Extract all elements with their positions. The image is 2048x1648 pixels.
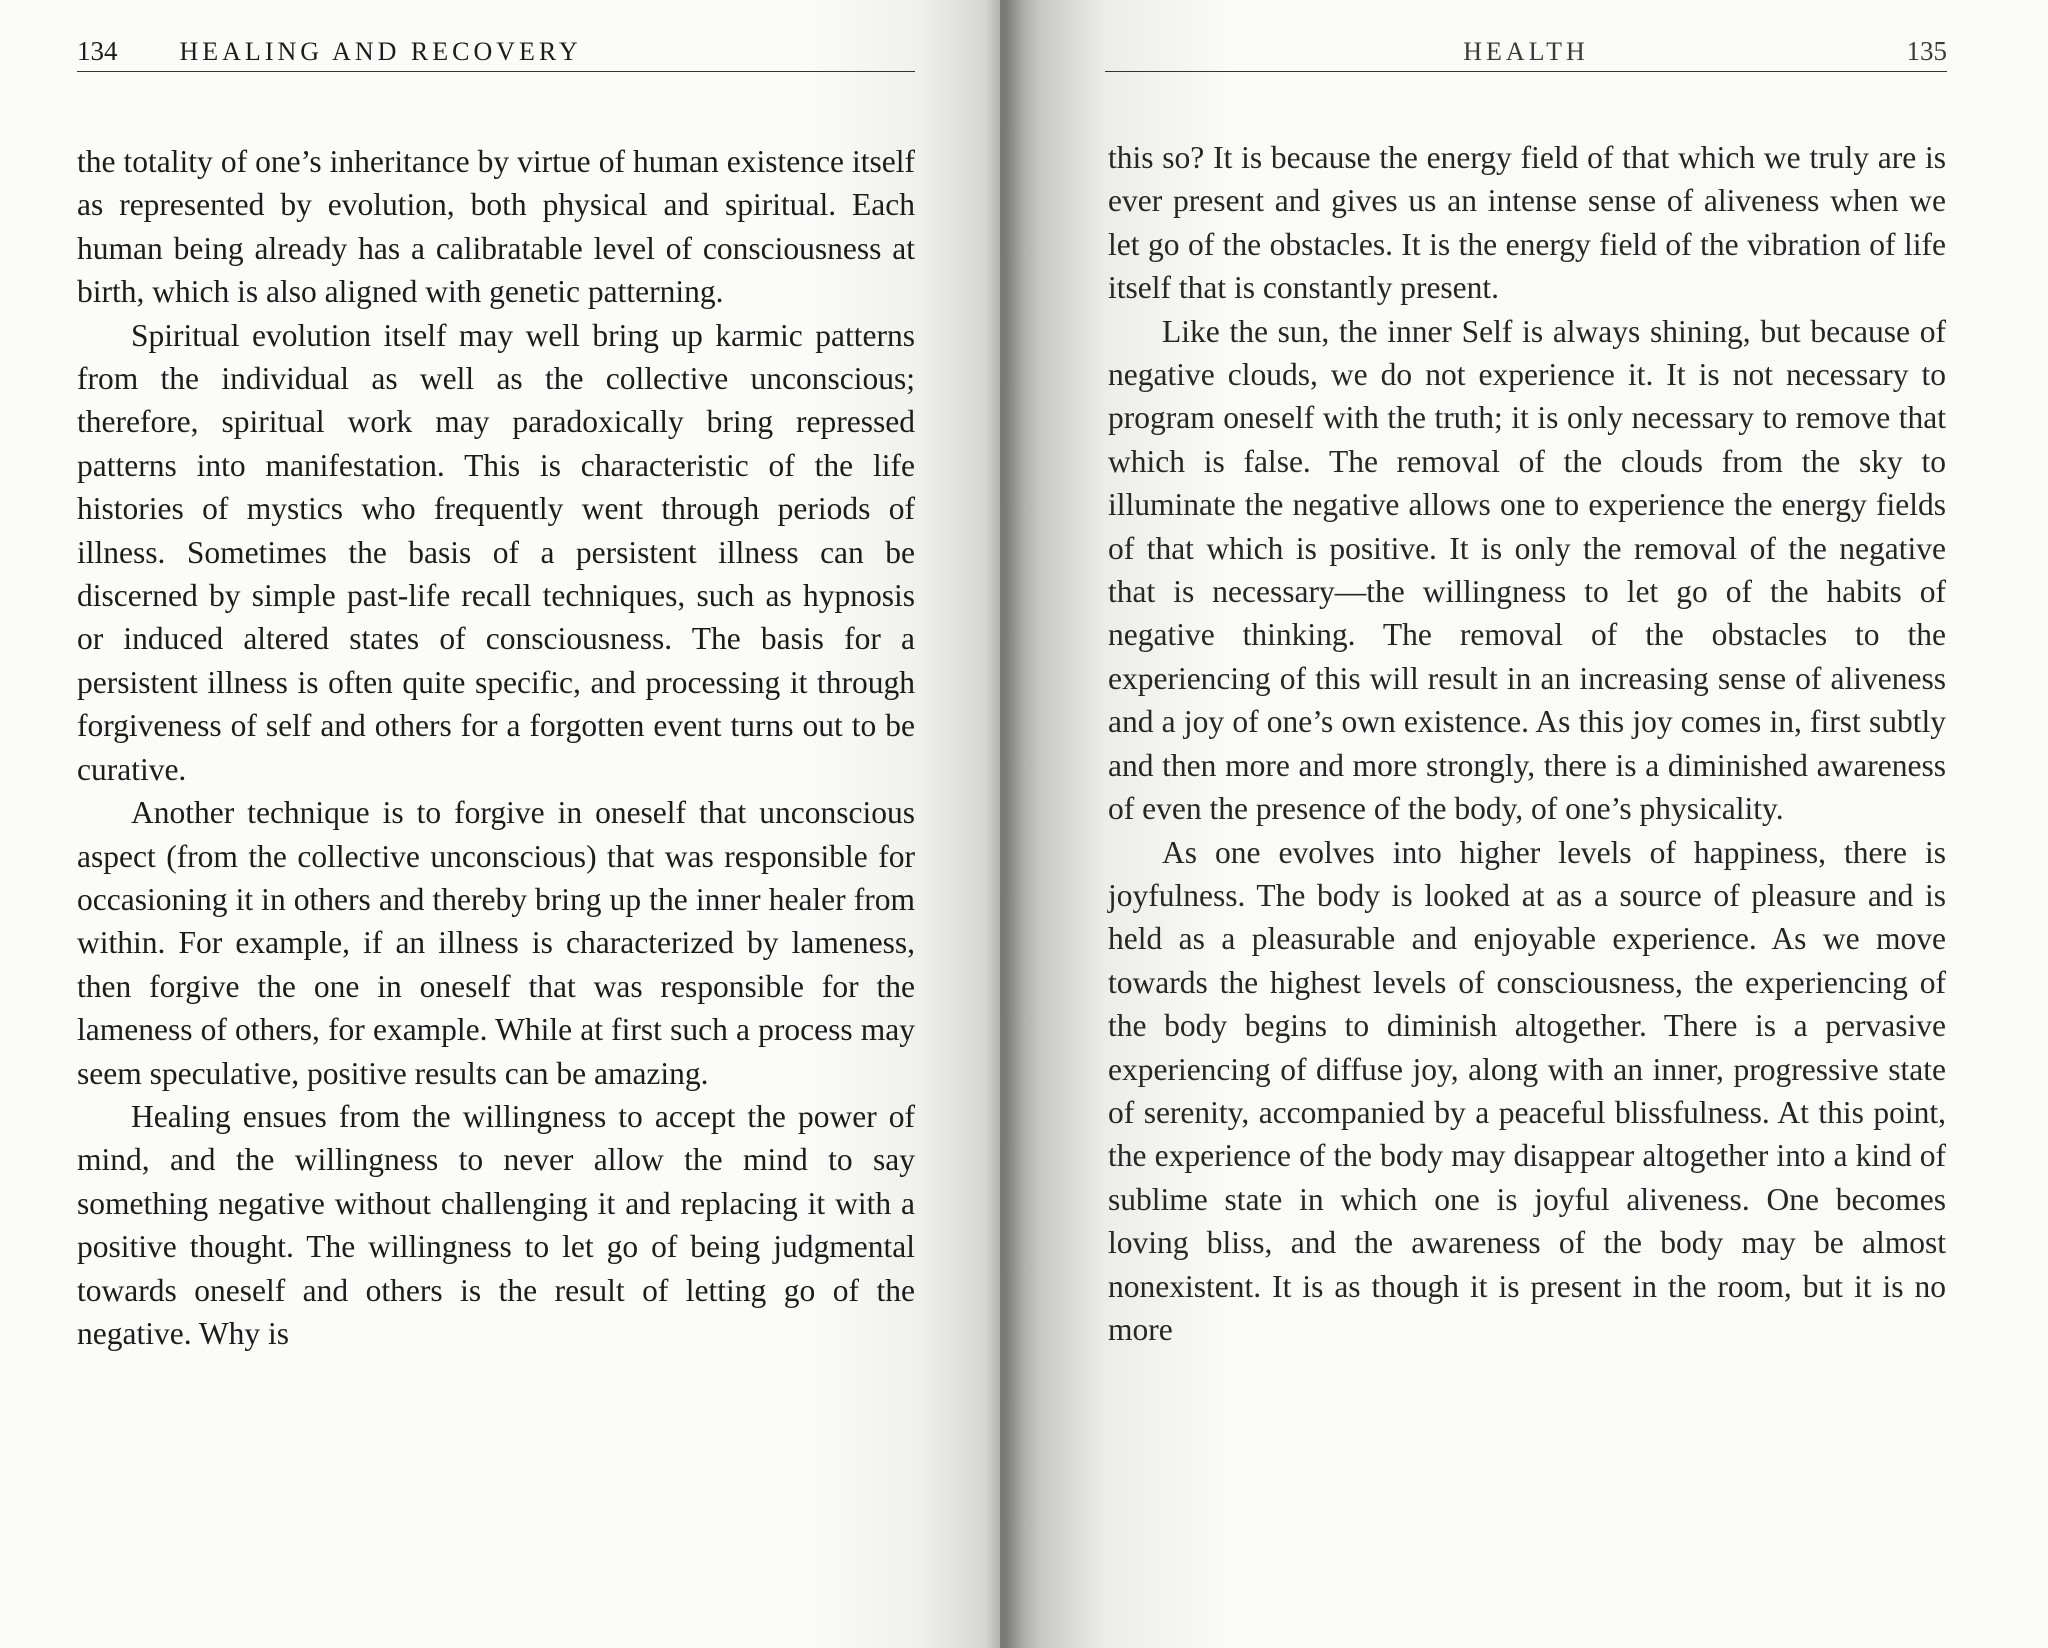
left-paragraph-3: Another technique is to forgive in oneself that unconscious aspect (from the collective unconscious) that was responsible for occasioning it in others and thereby bring up the inner healer from within. For example, if an illness is characterized by lameness, then forgive the one in oneself that was responsible for the lameness of others, for example. While at first such a process may seem speculative, positive results can be amazing. xyxy=(77,795,915,1091)
left-running-head-title: HEALING AND RECOVERY xyxy=(179,37,582,66)
right-paragraph-3: As one evolves into higher levels of happiness, there is joyfulness. The body is looked at as a source of pleasure and is held as a pleasurable and enjoyable experience. As we move towards the highest levels of consciousness, the experiencing of the body begins to diminish altogether. There is a pervasive experiencing of diffuse joy, along with an inner, progressive state of serenity, accompanied by a peaceful blissfulness. At this point, the experience of the body may disappear altogether into a kind of sublime state in which one is joyful aliveness. One becomes loving bliss, and the awareness of the body may be almost nonexistent. It is as though it is present in the room, but it is no more xyxy=(1108,834,1946,1347)
left-running-head xyxy=(77,36,915,72)
right-page xyxy=(1000,0,2048,1648)
right-page-number: 135 xyxy=(1906,36,1947,66)
left-page xyxy=(0,0,1000,1648)
left-paragraph-1: the totality of one’s inheritance by virtue of human existence itself as represented by evolution, both physical and spiritual. Each human being already has a calibratable level of consciousness at birth, which is also aligned with genetic patterning. xyxy=(77,144,915,310)
book-gutter-shadow xyxy=(985,0,1025,1648)
right-body-text xyxy=(1108,136,1946,1351)
right-paragraph-2: Like the sun, the inner Self is always shining, but because of negative clouds, we do not experience it. It is not necessary to program oneself with the truth; it is only necessary to remove that which is false. The removal of the clouds from the sky to illuminate the negative allows one to experience the energy fields of that which is positive. It is only the removal of the negative that is necessary—the willingness to let go of the habits of negative thinking. The removal of the obstacles to the experiencing of this will result in an increasing sense of aliveness and a joy of one’s own existence. As this joy comes in, first subtly and then more and more strongly, there is a diminished awareness of even the presence of the body, of one’s physicality. xyxy=(1108,313,1946,827)
left-paragraph-2: Spiritual evolution itself may well bring up karmic patterns from the individual as well as the collective unconscious; therefore, spiritual work may paradoxically bring repressed patterns into manifestation. This is characteristic of the life histories of mystics who frequently went through periods of illness. Sometimes the basis of a persistent illness can be discerned by simple past-life recall techniques, such as hypnosis or induced altered states of consciousness. The basis for a persistent illness is often quite specific, and processing it through forgiveness of self and others for a forgotten event turns out to be curative. xyxy=(77,317,915,787)
left-paragraph-4: Healing ensues from the willingness to accept the power of mind, and the willingness to never allow the mind to say something negative without challenging it and replacing it with a positive thought. The willingness to let go of being judgmental towards oneself and others is the result of letting go of the negative. Why is xyxy=(77,1098,915,1351)
right-running-head xyxy=(1105,36,1947,72)
right-paragraph-1: this so? It is because the energy field of that which we truly are is ever present and gives us an intense sense of aliveness when we let go of the obstacles. It is the energy field of the vibration of life itself that is constantly present. xyxy=(1108,140,1946,306)
left-page-number: 134 xyxy=(77,36,118,66)
right-running-head-title: HEALTH xyxy=(1463,37,1589,66)
left-body-text xyxy=(77,140,915,1355)
